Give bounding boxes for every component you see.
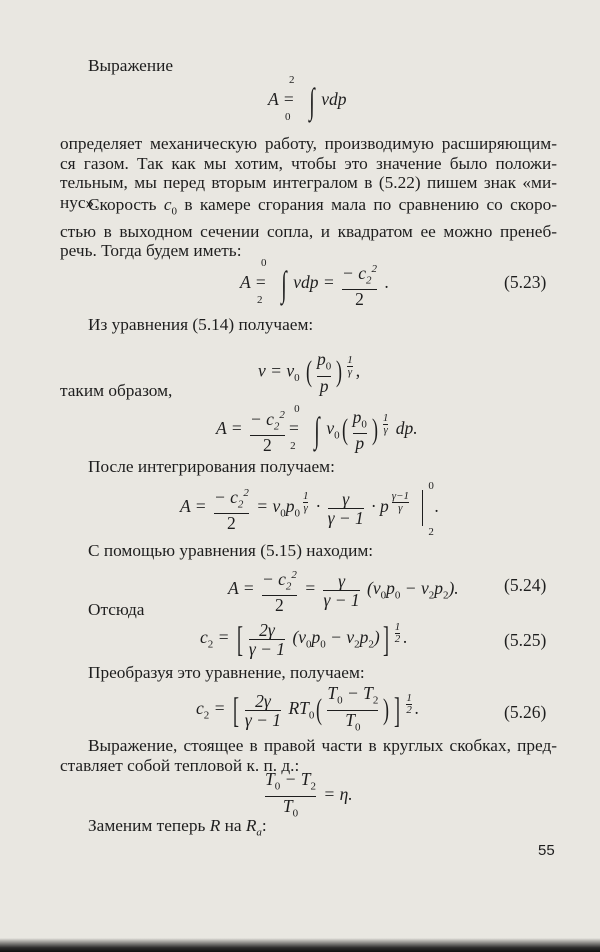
paragraph-mechanical-work: определяет механическую работу, производимую расширяющим-ся газом. Так как мы хотим, чтобы это значение было положи-тельным, мы перед вторым интегралом в (5.22) пишем знак «ми-нус». [60,134,557,212]
paragraph-from-5-15: С помощью уравнения (5.15) находим: [88,541,374,560]
equation-integral-substituted: A = $\frac{- c_2^2}{2}$ = 0 2 ∫ $v_0$( $\frac{p_0}{p}$ ) $^{\frac{1}{\gamma}}$ dp. [216,403,418,456]
paragraph-speed: Скорость $c_0$ в камере сгорания мала по сравнению со скоро-стью в выходном сечении сопла, и квадратом ее можно пренеб-речь. Тогда будем иметь: [60,195,557,261]
equation-5-25: $c_2$ = [ $\frac{2\gamma}{\gamma - 1}$ $(v_0p_0 - v_2p_2)$] $^{\frac{1}{2}}$ . [200,619,408,659]
equation-efficiency: $\frac{T_0 - T_2}{T_0}$ = η. [262,770,353,822]
equation-number-5-23: (5.23) [504,272,547,292]
paragraph-thermal-efficiency: Выражение, стоящее в правой части в круглых скобках, пред-ставляет собой тепловой к. п. д.: [60,736,557,775]
paragraph-after-integration: После интегрирования получаем: [88,457,335,476]
page-number: 55 [538,842,555,859]
paragraph-hence: Отсюда [88,600,145,619]
equation-5-23: A = 0 2 ∫ vdp = $\frac{- c_2^2}{2}$ . [240,257,389,310]
page-bottom-shadow [0,938,600,952]
paragraph-expression-intro: Выражение [88,56,173,75]
equation-work-integral: A = 2 0 ∫ vdp [268,74,347,123]
equation-number-5-25: (5.25) [504,630,547,650]
paragraph-transform: Преобразуя это уравнение, получаем: [88,663,365,682]
equation-5-26: $c_2$ = [ $\frac{2\gamma}{\gamma - 1}$ $RT_0$( $\frac{T_0 - T_2}{T_0}$ ) ] $^{\frac{1}{2}}$ . [196,684,419,736]
equation-v-expression: $v = v_0$ ( $\frac{p_0}{p}$ ) $^{\frac{1}{\gamma}}$ , [258,349,361,396]
equation-5-24: A = $\frac{- c_2^2}{2}$ = $\frac{\gamma}{\gamma - 1}$ $(v_0p_0 - v_2p_2)$. [228,568,459,616]
equation-after-integration: A = $\frac{- c_2^2}{2}$ = $v_0p_0$ $^{\frac{1}{\gamma}}$ · $\frac{\gamma}{\gamma - 1}$ · p $^{\frac{\gamma-1}{\gamma}}$ 0 2 . [180,480,439,539]
paragraph-replace: Заменим теперь R на $R_a$: [88,816,267,839]
paragraph-thus: таким образом, [60,381,173,400]
paragraph-from-5-14: Из уравнения (5.14) получаем: [88,315,314,334]
equation-number-5-26: (5.26) [504,702,547,722]
equation-number-5-24: (5.24) [504,575,547,595]
